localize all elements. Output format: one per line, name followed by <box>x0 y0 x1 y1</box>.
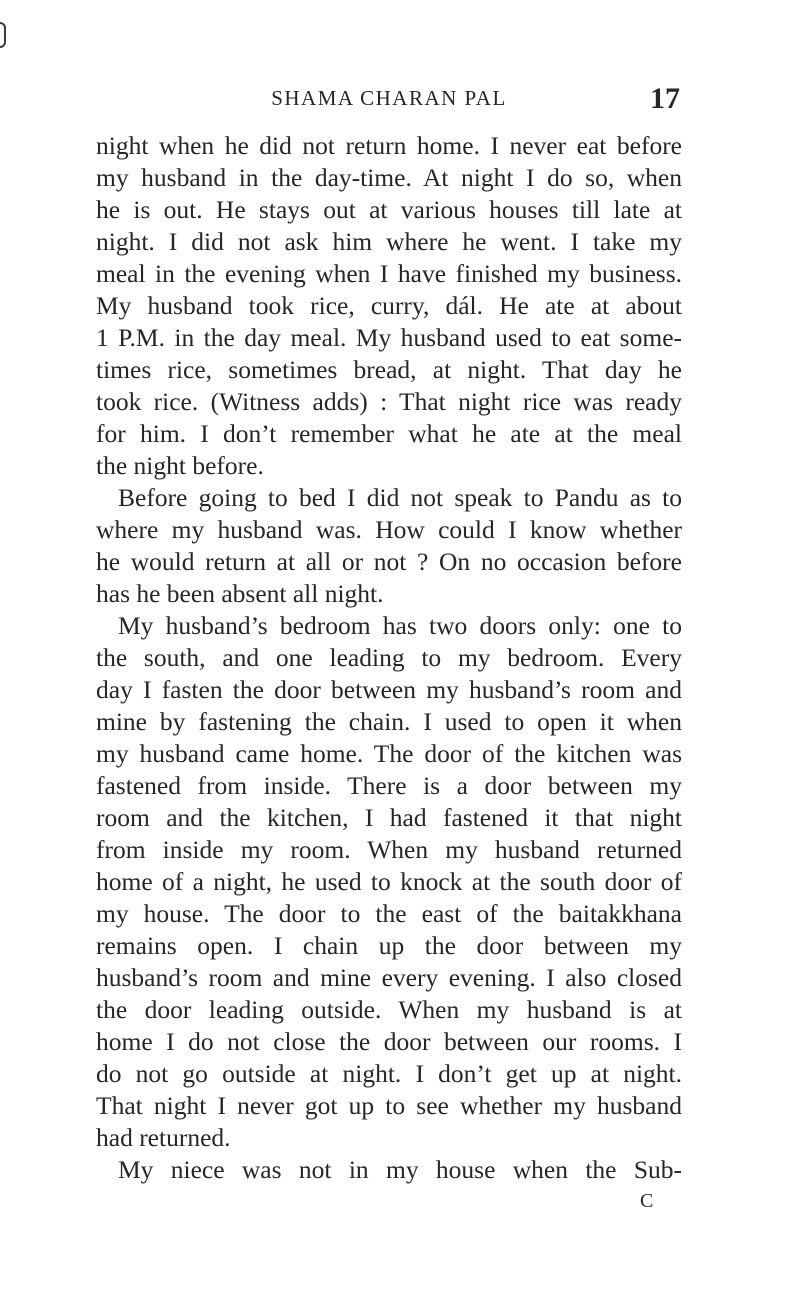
text-line: the night before. <box>96 451 264 480</box>
page-number: 17 <box>650 82 680 115</box>
text-line: home I do not close the door between our rooms. I <box>96 1027 682 1056</box>
running-head <box>96 82 682 118</box>
text-line: my husband came home. The door of the kitchen was <box>96 739 682 768</box>
text-line: Before going to bed I did not speak to Pandu as to <box>118 483 682 512</box>
text-line: for him. I don’t remember what he ate at the meal <box>96 419 682 448</box>
text-line: times rice, sometimes bread, at night. That day he <box>96 355 682 384</box>
text-line: my husband in the day-time. At night I do so, when <box>96 163 682 192</box>
running-title: SHAMA CHARAN PAL <box>271 86 507 110</box>
text-line: husband’s room and mine every evening. I also closed <box>96 963 682 992</box>
text-line: he would return at all or not ? On no occasion before <box>96 547 682 576</box>
text-line: do not go outside at night. I don’t get up at night. <box>96 1059 682 1088</box>
text-line: That night I never got up to see whether my husband <box>96 1091 682 1120</box>
text-line: had returned. <box>96 1123 231 1152</box>
text-line: my house. The door to the east of the baitakkhana <box>96 899 682 928</box>
text-line: he is out. He stays out at various houses till late at <box>96 195 682 224</box>
text-line: the south, and one leading to my bedroom. Every <box>96 643 682 672</box>
body-text <box>96 130 682 1186</box>
text-line: room and the kitchen, I had fastened it that night <box>96 803 682 832</box>
text-line: fastened from inside. There is a door between my <box>96 771 682 800</box>
text-line: the door leading outside. When my husband is at <box>96 995 682 1024</box>
text-line: My niece was not in my house when the Sub- <box>118 1155 682 1184</box>
text-line: night when he did not return home. I never eat before <box>96 131 682 160</box>
text-line: mine by fastening the chain. I used to open it when <box>96 707 682 736</box>
text-line: day I fasten the door between my husband’s room and <box>96 675 682 704</box>
text-line: remains open. I chain up the door between my <box>96 931 682 960</box>
text-line: home of a night, he used to knock at the south door of <box>96 867 682 896</box>
text-line: 1 P.M. in the day meal. My husband used to eat some- <box>96 323 682 352</box>
text-line: where my husband was. How could I know whether <box>96 515 682 544</box>
text-line: night. I did not ask him where he went. I take my <box>96 227 682 256</box>
text-line: has he been absent all night. <box>96 579 384 608</box>
text-line: took rice. (Witness adds) : That night rice was ready <box>96 387 682 416</box>
text-line: My husband took rice, curry, dál. He ate at about <box>96 291 682 320</box>
signature-mark: C <box>640 1190 655 1212</box>
text-line: My husband’s bedroom has two doors only: one to <box>118 611 682 640</box>
scan-edge-mark <box>0 22 6 48</box>
text-line: from inside my room. When my husband returned <box>96 835 682 864</box>
text-line: meal in the evening when I have finished my business. <box>96 259 682 288</box>
